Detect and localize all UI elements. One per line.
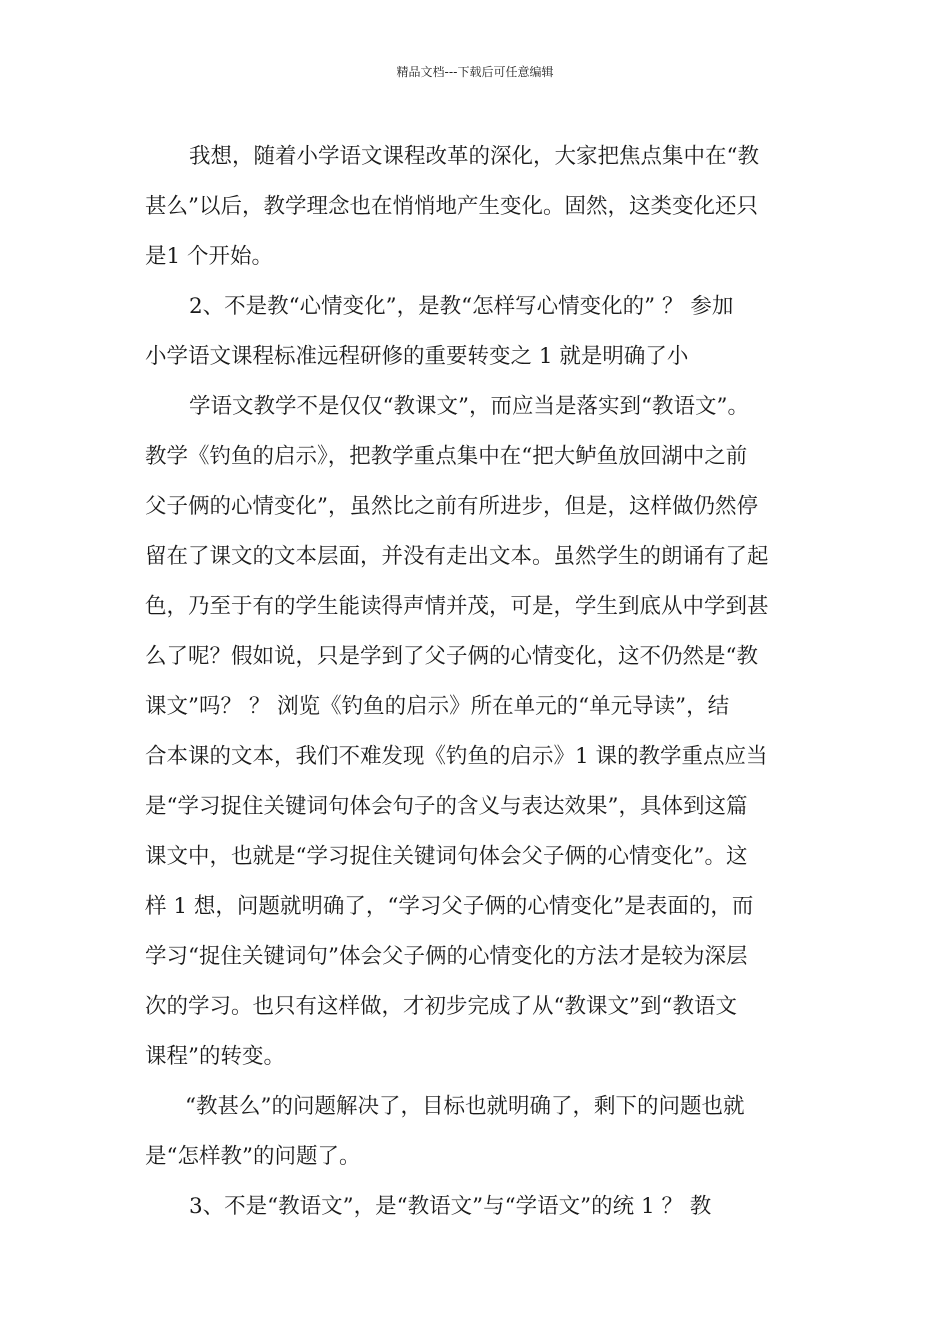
paragraph-line: 是“怎样教”的问题了。 <box>145 1144 361 1169</box>
paragraph-line: 课程”的转变。 <box>145 1044 285 1069</box>
paragraph-line: 样 1 想，问题就明确了，“学习父子俩的心情变化”是表面的，而 <box>145 894 754 919</box>
paragraph-line: 父子俩的心情变化”，虽然比之前有所进步，但是，这样做仍然停 <box>145 494 758 519</box>
paragraph-line: 是“学习捉住关键词句体会句子的含义与表达效果”，具体到这篇 <box>145 794 748 819</box>
paragraph-line: 3、不是“教语文”，是“教语文”与“学语文”的统 1 ？ 教 <box>189 1194 712 1219</box>
paragraph-line: 留在了课文的文本层面，并没有走出文本。虽然学生的朗诵有了起 <box>145 544 769 569</box>
paragraph-line: 次的学习。也只有这样做，才初步完成了从“教课文”到“教语文 <box>145 994 737 1019</box>
page-header: 精品文档---下载后可任意编辑 <box>396 65 554 79</box>
paragraph-line: 甚么”以后，教学理念也在悄悄地产生变化。固然，这类变化还只 <box>145 194 758 219</box>
paragraph-line: 学习“捉住关键词句”体会父子俩的心情变化的方法才是较为深层 <box>145 944 748 969</box>
paragraph-line: 色，乃至于有的学生能读得声情并茂，可是，学生到底从中学到甚 <box>145 594 769 619</box>
paragraph-line: 么了呢？假如说，只是学到了父子俩的心情变化，这不仍然是“教 <box>145 644 758 669</box>
paragraph-line: 2、不是教“心情变化”，是教“怎样写心情变化的” ？ 参加 <box>189 294 734 319</box>
paragraph-line: 小学语文课程标准远程研修的重要转变之 1 就是明确了小 <box>145 344 689 369</box>
paragraph-line: 教学《钓鱼的启示》，把教学重点集中在“把大鲈鱼放回湖中之前 <box>145 444 748 469</box>
paragraph-line: 课文”吗？ ？ 浏览《钓鱼的启示》所在单元的“单元导读”，结 <box>145 694 730 719</box>
paragraph-line: 学语文教学不是仅仅“教课文”，而应当是落实到“教语文”。 <box>189 394 749 419</box>
paragraph-line: 是1 个开始。 <box>145 244 274 269</box>
paragraph-line: 合本课的文本，我们不难发现《钓鱼的启示》1 课的教学重点应当 <box>145 744 768 769</box>
paragraph-line: “教甚么”的问题解决了，目标也就明确了，剩下的问题也就 <box>185 1094 745 1119</box>
paragraph-line: 课文中，也就是“学习捉住关键词句体会父子俩的心情变化”。这 <box>145 844 748 869</box>
document-body <box>145 132 817 1232</box>
paragraph-line: 我想，随着小学语文课程改革的深化，大家把焦点集中在“教 <box>189 144 759 169</box>
